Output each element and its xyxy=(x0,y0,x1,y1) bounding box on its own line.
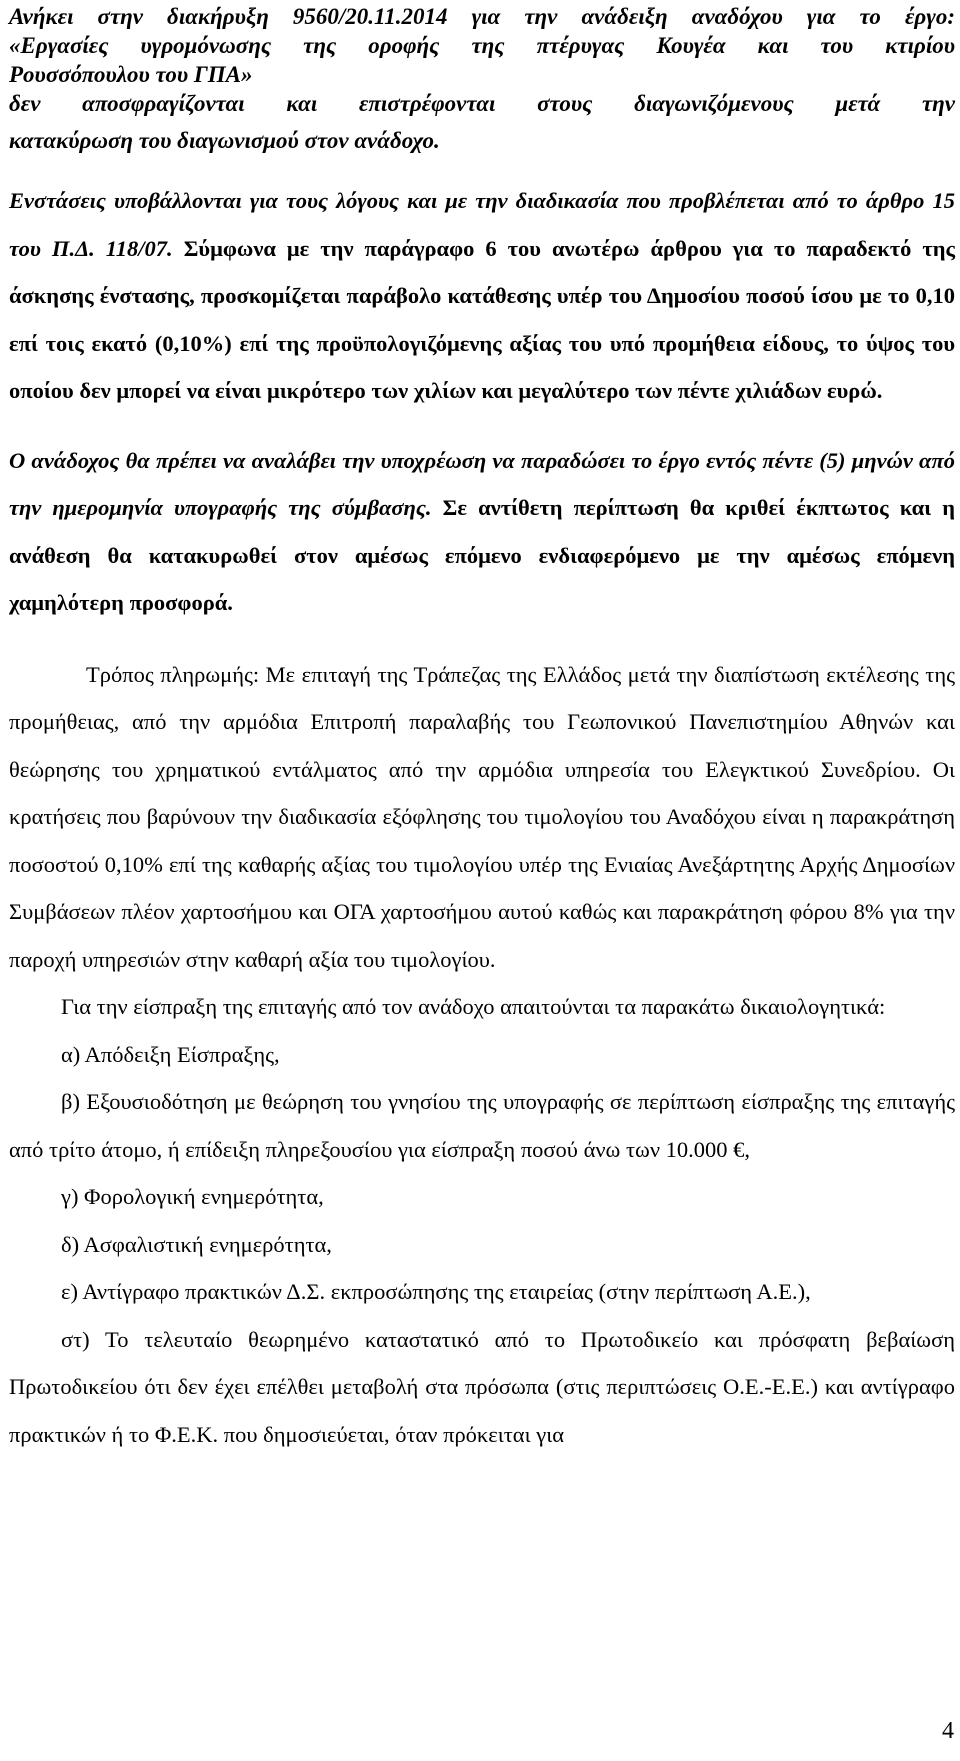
document-page xyxy=(9,0,955,1458)
payment-paragraph: Τρόπος πληρωμής: Με επιταγή της Τράπεζας της Ελλάδος μετά την διαπίστωση εκτέλεσης της προμήθειας, από την αρμόδια Επιτροπή παραλαβής του Γεωπονικού Πανεπιστημίου Αθηνών και θεώρησης του χρηματικού εντάλματος από την αρμόδια υπηρεσία του Ελεγκτικού Συνεδρίου. Οι κρατήσεις που βαρύνουν την διαδικασία εξόφλησης του τιμολογίου του Αναδόχου είναι η παρακράτηση ποσοστού 0,10% επί της καθαρής αξίας του τιμολογίου υπέρ της Ενιαίας Ανεξάρτητης Αρχής Δημοσίων Συμβάσεων πλέον χαρτοσήμου και ΟΓΑ χαρτοσήμου αυτού καθώς και παρακράτηση φόρου 8% για την παροχή υπηρεσιών στην καθαρή αξία του τιμολογίου. xyxy=(9,661,955,972)
page-number: 4 xyxy=(942,1718,954,1744)
delivery-paragraph xyxy=(9,437,955,627)
collection-item-b: β) Εξουσιοδότηση με θεώρηση του γνησίου της υπογραφής σε περίπτωση είσπραξης της επιταγής από τρίτο άτομο, ή επίδειξη πληρεξουσίου για είσπραξη ποσού άνω των 10.000 €, xyxy=(9,1089,955,1162)
delivery-body: Σε αντίθετη περίπτωση θα κριθεί έκπτωτος και η ανάθεση θα κατακυρωθεί στον αμέσως επόμενο ενδιαφερόμενο με την αμέσως επόμενη χαμηλότερη προσφορά. xyxy=(9,495,955,615)
intro-line-3: Ρουσσόπουλου του ΓΠΑ» xyxy=(9,62,253,87)
collection-item-d: δ) Ασφαλιστική ενημερότητα, xyxy=(61,1231,332,1257)
collection-item-e: ε) Αντίγραφο πρακτικών Δ.Σ. εκπροσώπησης της εταιρείας (στην περίπτωση Α.Ε.), xyxy=(61,1279,811,1304)
intro-block xyxy=(9,0,955,155)
objections-lead: Ενστάσεις υποβάλλονται για τους λόγους και με την διαδικασία που προβλέπεται από το άρθρο 15 του Π.Δ. 118/07. xyxy=(9,188,955,261)
objections-body: Σύμφωνα με την παράγραφο 6 του ανωτέρω άρθρου για το παραδεκτό της άσκησης ένστασης, προσκομίζεται παράβολο κατάθεσης υπέρ του Δημοσίου ποσού ίσου με το 0,10 επί τοις εκατό (0,10%) επί της προϋπολογιζόμενης αξίας του υπό προμήθεια είδους, το ύψος του οποίου δεν μπορεί να είναι μικρότερο των χιλίων και μεγαλύτερο των πέντε χιλιάδων ευρώ. xyxy=(9,235,955,403)
collection-item-f: στ) Το τελευταίο θεωρημένο καταστατικό από το Πρωτοδικείο και πρόσφατη βεβαίωση Πρωτοδικείου ότι δεν έχει επέλθει μεταβολή στα πρόσωπα (στις περιπτώσεις Ο.Ε.-Ε.Ε.) και αντίγραφο πρακτικών ή το Φ.Ε.Κ. που δημοσιεύεται, όταν πρόκειται για xyxy=(9,1326,955,1447)
collection-item-a: α) Απόδειξη Είσπραξης, xyxy=(61,1041,280,1067)
collection-intro: Για την είσπραξη της επιταγής από τον ανάδοχο απαιτούνται τα παρακάτω δικαιολογητικά: xyxy=(61,994,886,1019)
delivery-lead: Ο ανάδοχος θα πρέπει να αναλάβει την υποχρέωση να παραδώσει το έργο εντός πέντε (5) μηνών από την ημερομηνία υπογραφής της σύμβασης. xyxy=(9,447,955,520)
collection-item-c: γ) Φορολογική ενημερότητα, xyxy=(61,1184,324,1209)
intro-line-1: Ανήκει στην διακήρυξη 9560/20.11.2014 για την ανάδειξη αναδόχου για το έργο: xyxy=(9,4,955,29)
intro-line-4: δεν αποσφραγίζονται και επιστρέφονται στους διαγωνιζόμενους μετά την xyxy=(9,91,955,116)
intro-line-2: «Εργασίες υγρομόνωσης της οροφής της πτέρυγας Κουγέα και του κτιρίου xyxy=(9,33,955,58)
intro-line-5: κατακύρωση του διαγωνισμού στον ανάδοχο. xyxy=(9,128,440,153)
objections-paragraph xyxy=(9,177,955,415)
